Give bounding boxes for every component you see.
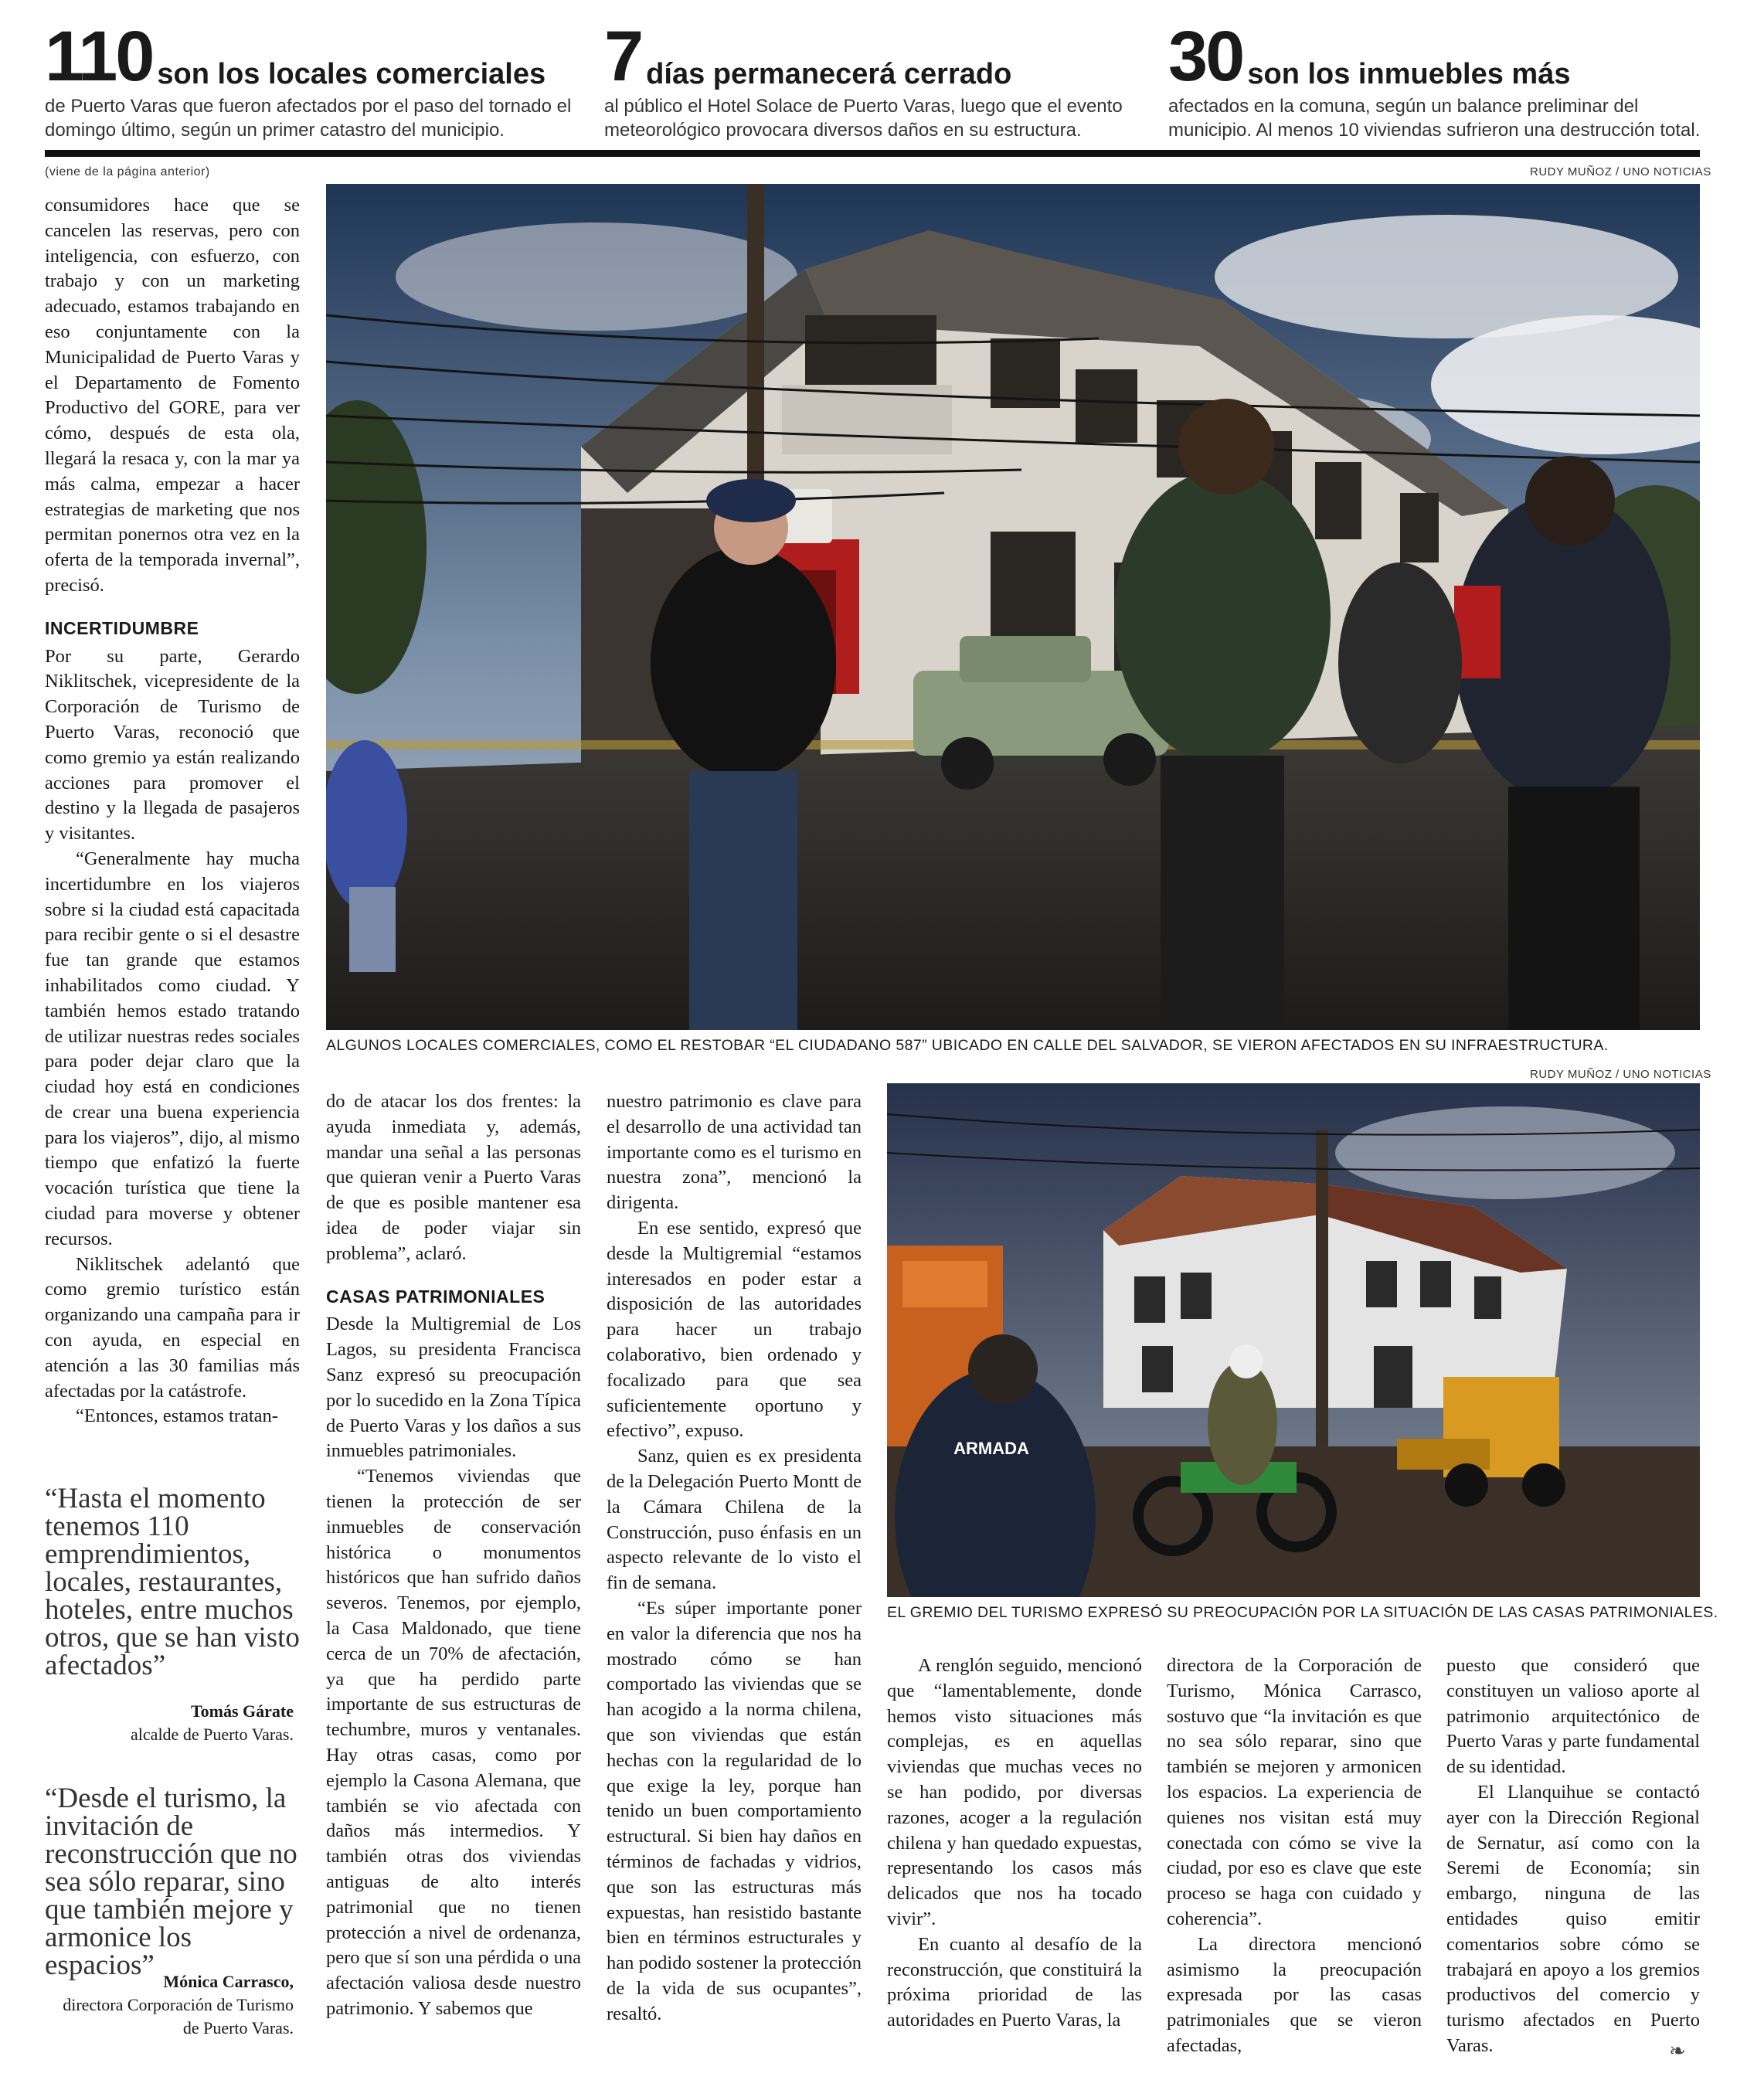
stat-number: 110 xyxy=(45,17,153,96)
paragraph: nuestro patrimonio es clave para el desarrollo de una actividad tan importante como es el turismo en nuestra zona”, mencionó la dirigenta. xyxy=(607,1091,862,1214)
stat-hotel xyxy=(604,17,1145,142)
stat-text: afectados en la comuna, según un balance preliminar del municipio. Al menos 10 viviendas sufrieron una destrucción total. xyxy=(1168,96,1701,141)
paragraph: Niklitschek adelantó que como gremio turístico están organizando una campaña para ir con ayuda, en especial en atención a las 30 familias más afectadas por la catástrofe. xyxy=(45,1253,300,1402)
stat-inmuebles xyxy=(1168,17,1701,142)
paragraph: do de atacar los dos frentes: la ayuda inmediata y, además, mandar una señal a las personas que quieran venir a Puerto Varas de que es posible mantener esa idea de poder viajar sin problema”, aclaró. xyxy=(326,1091,581,1264)
quote-role: directora Corporación de Turismo de Puerto Varas. xyxy=(63,1995,294,2038)
paragraph: El Llanquihue se contactó ayer con la Dirección Regional de Sernatur, así como con la Seremi de Economía; sin embargo, ninguna de las entidades quiso emitir comentarios sobre cómo se trabajará en apoyo a los gremios productivos del comercio y turismo afectados en Puerto Varas. xyxy=(1446,1781,1700,2056)
paragraph: directora de la Corporación de Turismo, Mónica Carrasco, sostuvo que “la invitación es que no sea sólo reparar, sino que también se mejoren y armonicen los espacios. La experiencia de quienes nos visitan está muy conectada con cómo se vive la ciudad, por eso es clave que este proceso se haga con cuidado y coherencia”. xyxy=(1167,1655,1422,1929)
paragraph: La directora mencionó asimismo la preocupación expresada por las casas patrimoniales que se vieron afectadas, xyxy=(1167,1933,1422,2056)
column-3 xyxy=(607,1089,862,2027)
column-6 xyxy=(1446,1653,1700,2059)
stat-headline: son los locales comerciales xyxy=(157,58,546,90)
stat-headline: son los inmuebles más xyxy=(1247,58,1571,90)
paragraph: “Generalmente hay mucha incertidumbre en los viajeros sobre si la ciudad está capacitada para recibir gente o si el desastre fue tan grande que estamos inhabilitados como ciudad. Y también hemos estado tratando de utilizar nuestras redes sociales para poder dejar claro que la ciudad hoy está en condiciones de crear una buena experiencia para los viajeros”, dijo, al mismo tiempo que enfatizó la fuerte vocación turística que tiene la ciudad para moverse y obtener recursos. xyxy=(45,848,300,1249)
paragraph: Desde la Multigremial de Los Lagos, su presidenta Francisca Sanz expresó su preocupación por lo sucedido en la Zona Típica de Puerto Varas y los daños a sus inmuebles patrimoniales. xyxy=(326,1314,581,1462)
pull-quote-garate: “Hasta el momento tenemos 110 emprendimientos, locales, restaurantes, hoteles, entre muchos otros, que se han visto afectados” xyxy=(45,1483,300,1681)
paragraph: En cuanto al desafío de la reconstrucción, que constituirá la próxima prioridad de las autoridades en Puerto Varas, la xyxy=(887,1933,1142,2031)
stat-number: 30 xyxy=(1168,17,1243,96)
photo2-credit: RUDY MUÑOZ / UNO NOTICIAS xyxy=(1530,1068,1711,1081)
stat-text: de Puerto Varas que fueron afectados por el paso del tornado el domingo último, según un primer catastro del municipio. xyxy=(45,96,572,141)
end-of-article-icon: ❧ xyxy=(1669,2040,1686,2062)
column-2 xyxy=(326,1089,581,2022)
paragraph: “Tenemos viviendas que tienen la protección de ser inmuebles de conservación histórica o monumentos históricos que han sufrido daños severos. Tenemos, por ejemplo, la Casa Maldonado, que tiene cerca de un 70% de afectación, ya que ha perdido parte importante de sus estructuras de techumbre, muros y ventanales. Hay otras casas, como por ejemplo la Casona Alemana, que también se vio afectada con daños más intermedios. Y también otras dos viviendas antiguas de alto interés patrimonial que no tienen protección a nivel de ordenanza, pero que sí son una pérdida o una afectación valiosa desde nuestro patrimonio. Y sabemos que xyxy=(326,1466,581,2019)
paragraph: A renglón seguido, mencionó que “lamentablemente, donde hemos visto situaciones más complejas, es en aquellas viviendas que muchas veces no se han podido, por diversas razones, acoger a la regulación chilena y han quedado expuestas, representando los casos más delicados que nos ha tocado vivir”. xyxy=(887,1655,1142,1929)
photo2-caption: EL GREMIO DEL TURISMO EXPRESÓ SU PREOCUPACIÓN POR LA SITUACIÓN DE LAS CASAS PATRIMONIALES. xyxy=(887,1604,1718,1621)
paragraph: “Es súper importante poner en valor la diferencia que nos ha mostrado cómo se han comportado las viviendas que se han acogido a la norma chilena, que son viviendas que están hechas con la regularidad de lo que exige la ley, porque han tenido un buen comportamiento estructural. Si bien hay daños en términos de fachadas y vidrios, que son las estructuras más expuestas, han resistido bastante bien en términos estructurales y han podido sostener la protección de la vida de sus ocupantes”, resaltó. xyxy=(607,1597,862,2024)
stat-number: 7 xyxy=(604,17,642,96)
column-5 xyxy=(1167,1653,1422,2059)
paragraph: puesto que consideró que constituyen un valioso aporte al patrimonio arquitectónico de Puerto Varas y parte fundamental de su identidad. xyxy=(1446,1655,1700,1778)
quote-attribution-carrasco xyxy=(45,1970,294,2040)
column-1 xyxy=(45,193,300,1429)
paragraph: “Entonces, estamos tratan- xyxy=(76,1405,278,1427)
subheading-incertidumbre: INCERTIDUMBRE xyxy=(45,617,199,638)
paragraph: En ese sentido, expresó que desde la Multigremial “estamos interesados en poder estar a disposición de las autoridades para hacer un trabajo colaborativo, bien ordenado y focalizado para que sea suficientemente oportuno y efectivo”, expuso. xyxy=(607,1217,862,1442)
quote-role: alcalde de Puerto Varas. xyxy=(131,1725,294,1744)
stat-text: al público el Hotel Solace de Puerto Varas, luego que el evento meteorológico provocara diversos daños en su estructura. xyxy=(604,96,1123,141)
photo1-credit: RUDY MUÑOZ / UNO NOTICIAS xyxy=(1530,165,1711,178)
photo-armada xyxy=(887,1083,1700,1597)
quote-author: Tomás Gárate xyxy=(190,1701,294,1721)
continued-note: (viene de la página anterior) xyxy=(45,165,210,178)
paragraph: consumidores hace que se cancelen las reservas, pero con inteligencia, con esfuerzo, con trabajo y con un marketing adecuado, estamos trabajando en eso conjuntamente con la Municipalidad de Puerto Varas y el Departamento de Fomento Productivo del GORE, para ver cómo, después de esta ola, llegará la resaca y, con la mar ya más calma, empezar a hacer estrategias de marketing que nos permitan ponernos otra vez en la oferta de la temporada invernal”, precisó. xyxy=(45,195,300,596)
quote-attribution-garate xyxy=(45,1700,294,1746)
armada-jacket-text: ARMADA xyxy=(953,1439,1029,1458)
stat-locales xyxy=(45,17,578,142)
paragraph: Sanz, quien es ex presidenta de la Delegación Puerto Montt de la Cámara Chilena de la Construcción, puso énfasis en un aspecto relevante de lo visto el fin de semana. xyxy=(607,1446,862,1594)
pull-quote-carrasco: “Desde el turismo, la invitación de reconstrucción que no sea sólo reparar, sino que también mejore y armonice los espacios” xyxy=(45,1783,297,1981)
stat-headline: días permanecerá cerrado xyxy=(646,58,1012,90)
paragraph: Por su parte, Gerardo Niklitschek, vicepresidente de la Corporación de Turismo de Puerto Varas, reconoció que como gremio ya están realizando acciones para promover el destino y la llegada de pasajeros y visitantes. xyxy=(45,645,300,845)
photo1-caption: ALGUNOS LOCALES COMERCIALES, COMO EL RESTOBAR “EL CIUDADANO 587” UBICADO EN CALLE DEL SALVADOR, SE VIERON AFECTADOS EN SU INFRAESTRUCTURA. xyxy=(326,1037,1609,1054)
subheading-casas-patrimoniales: CASAS PATRIMONIALES xyxy=(326,1286,546,1307)
photo-restobar xyxy=(326,184,1700,1030)
quote-author: Mónica Carrasco, xyxy=(163,1972,294,1991)
top-rule xyxy=(45,150,1700,157)
column-4 xyxy=(887,1653,1142,2034)
